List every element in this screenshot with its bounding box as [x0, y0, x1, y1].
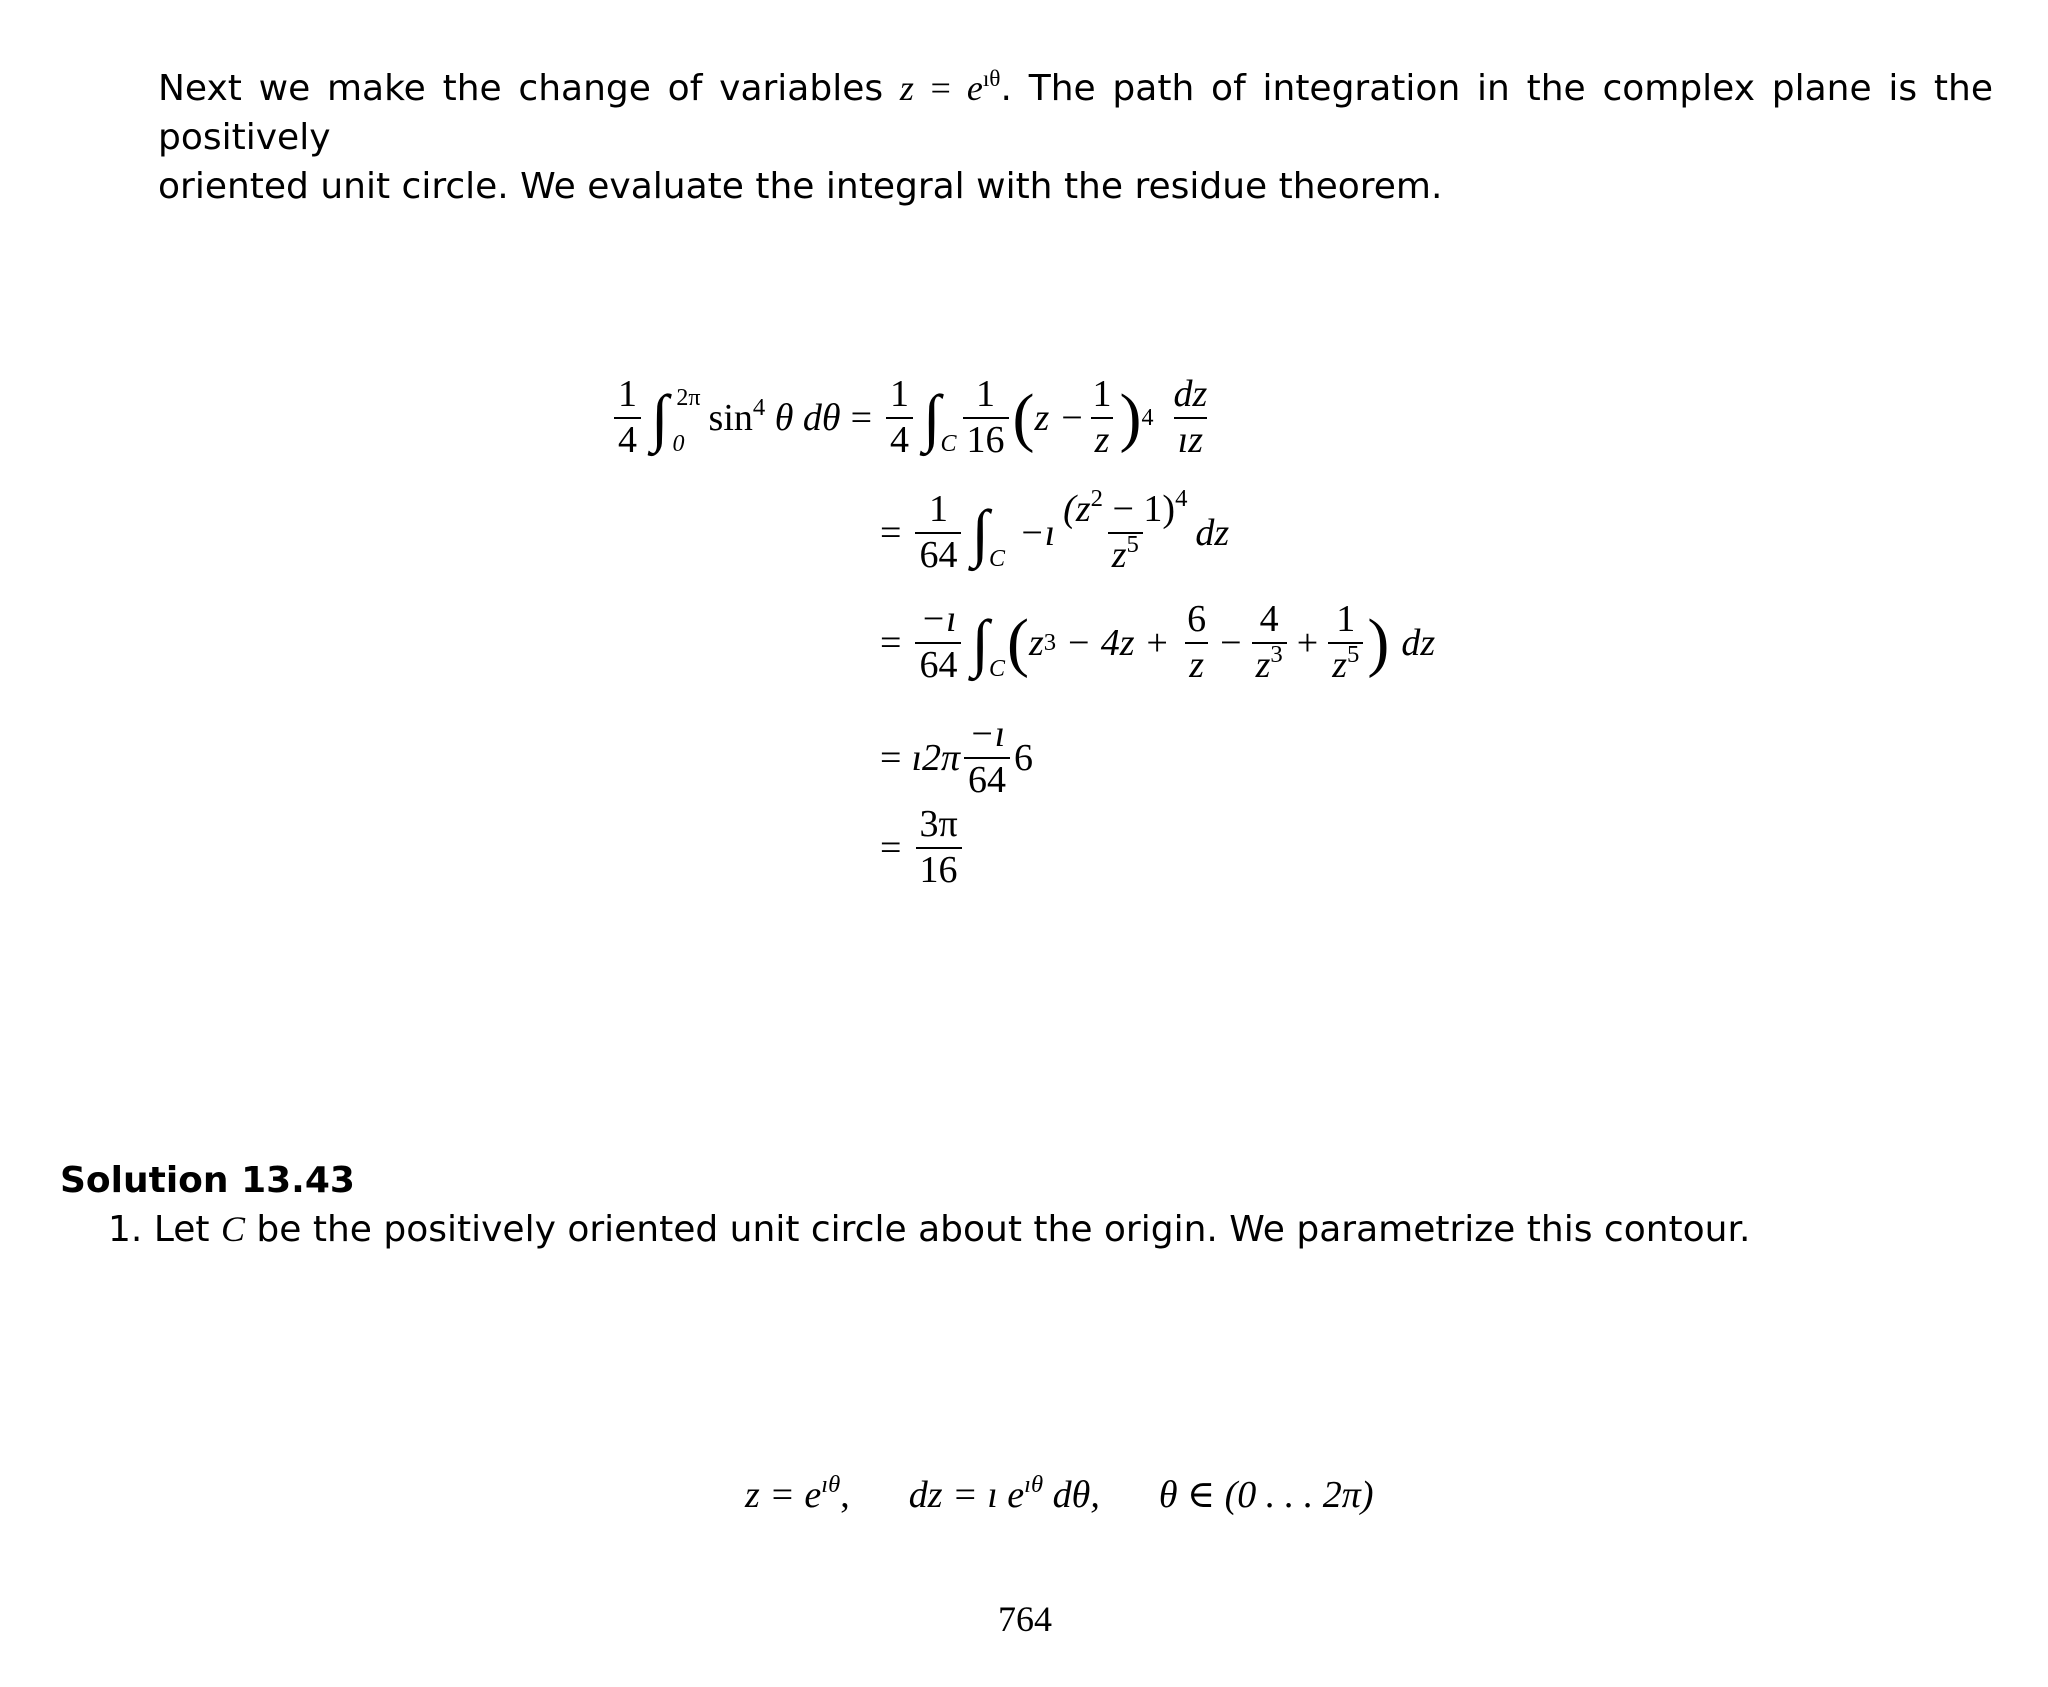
equation-row-2: = $\frac{1}{64}$ ∫ C −ı $\frac{(z^2 - 1)^4}{z^5}$ dz: [880, 485, 1230, 576]
fraction: $\frac{1}{z}$: [1092, 373, 1112, 461]
equation-row-1: $\frac{1}{4}$ ∫ 0 2π $\sin^4 \theta$ dθ = $\frac{1}{4}$ ∫ C $\frac{1}{16}$ ( z − $\frac{1}{z}$ ) 4 $\frac{dz}{ız}$: [610, 375, 1215, 461]
integral-sign: ∫ C: [971, 496, 1005, 572]
fraction: $\frac{-ı}{64}$: [915, 600, 961, 686]
page-number: 764: [998, 1599, 1052, 1639]
fraction: $\frac{1}{64}$: [915, 490, 961, 576]
fraction: $\frac{1}{16}$: [963, 375, 1009, 461]
fraction: $\frac{4}{z^3}$: [1252, 600, 1287, 686]
inline-math: $z = e^{ı\theta}$: [899, 65, 1001, 108]
solution-heading: Solution 13.43: [60, 1160, 355, 1201]
list-item: 1. Let C be the positively oriented unit circle about the origin. We parametrize this contour.: [108, 1209, 1751, 1250]
integral-sign: ∫ C: [923, 381, 957, 457]
intro-line-1: Next we make the change of variables $z = e^{ı\theta}$. The path of integration in the complex plane is the positively: [158, 65, 1994, 158]
inline-math: C: [220, 1209, 245, 1249]
intro-paragraph: [158, 64, 1993, 211]
right-paren: ): [1367, 605, 1390, 679]
integral-sign: ∫ 0 2π: [651, 381, 701, 457]
fraction: $\frac{1}{4}$: [614, 375, 641, 461]
integrand: $\sin^4 \theta$ dθ: [708, 394, 841, 439]
left-paren: (: [1006, 605, 1029, 679]
fraction: $\frac{3\pi}{16}$: [915, 805, 961, 891]
integral-sign: ∫ C: [971, 606, 1005, 682]
fraction: $\frac{-ı}{64}$: [964, 715, 1010, 801]
left-paren: (: [1012, 380, 1035, 454]
fraction: $\frac{1}{z^5}$: [1328, 600, 1363, 686]
fraction: $\frac{(z^2 - 1)^4}{z^5}$: [1063, 485, 1188, 576]
intro-line-2: oriented unit circle. We evaluate the integral with the residue theorem.: [158, 166, 1443, 207]
fraction: $\frac{1}{4}$: [886, 375, 913, 461]
fraction: $\frac{6}{z}$: [1187, 598, 1207, 686]
right-paren: ): [1119, 380, 1142, 454]
item-number: 1.: [108, 1209, 143, 1250]
equation-row-3: = $\frac{-ı}{64}$ ∫ C ( z 3 − 4z + $\frac{6}{z}$ − $\frac{4}{z^3}$ + $\frac{1}{z^5}$ ) dz: [880, 598, 1436, 686]
parametrization-equation: $z = e^{ı\theta}$, dz = ı $e^{ı\theta}$ dθ, θ ∈ (0 . . . 2π): [745, 1471, 1374, 1516]
fraction: $\frac{dz}{ız}$: [1173, 373, 1208, 461]
equation-row-4: = ı2π $\frac{-ı}{64}$ 6: [880, 713, 1034, 801]
equation-row-5: = $\frac{3\pi}{16}$: [880, 805, 966, 891]
